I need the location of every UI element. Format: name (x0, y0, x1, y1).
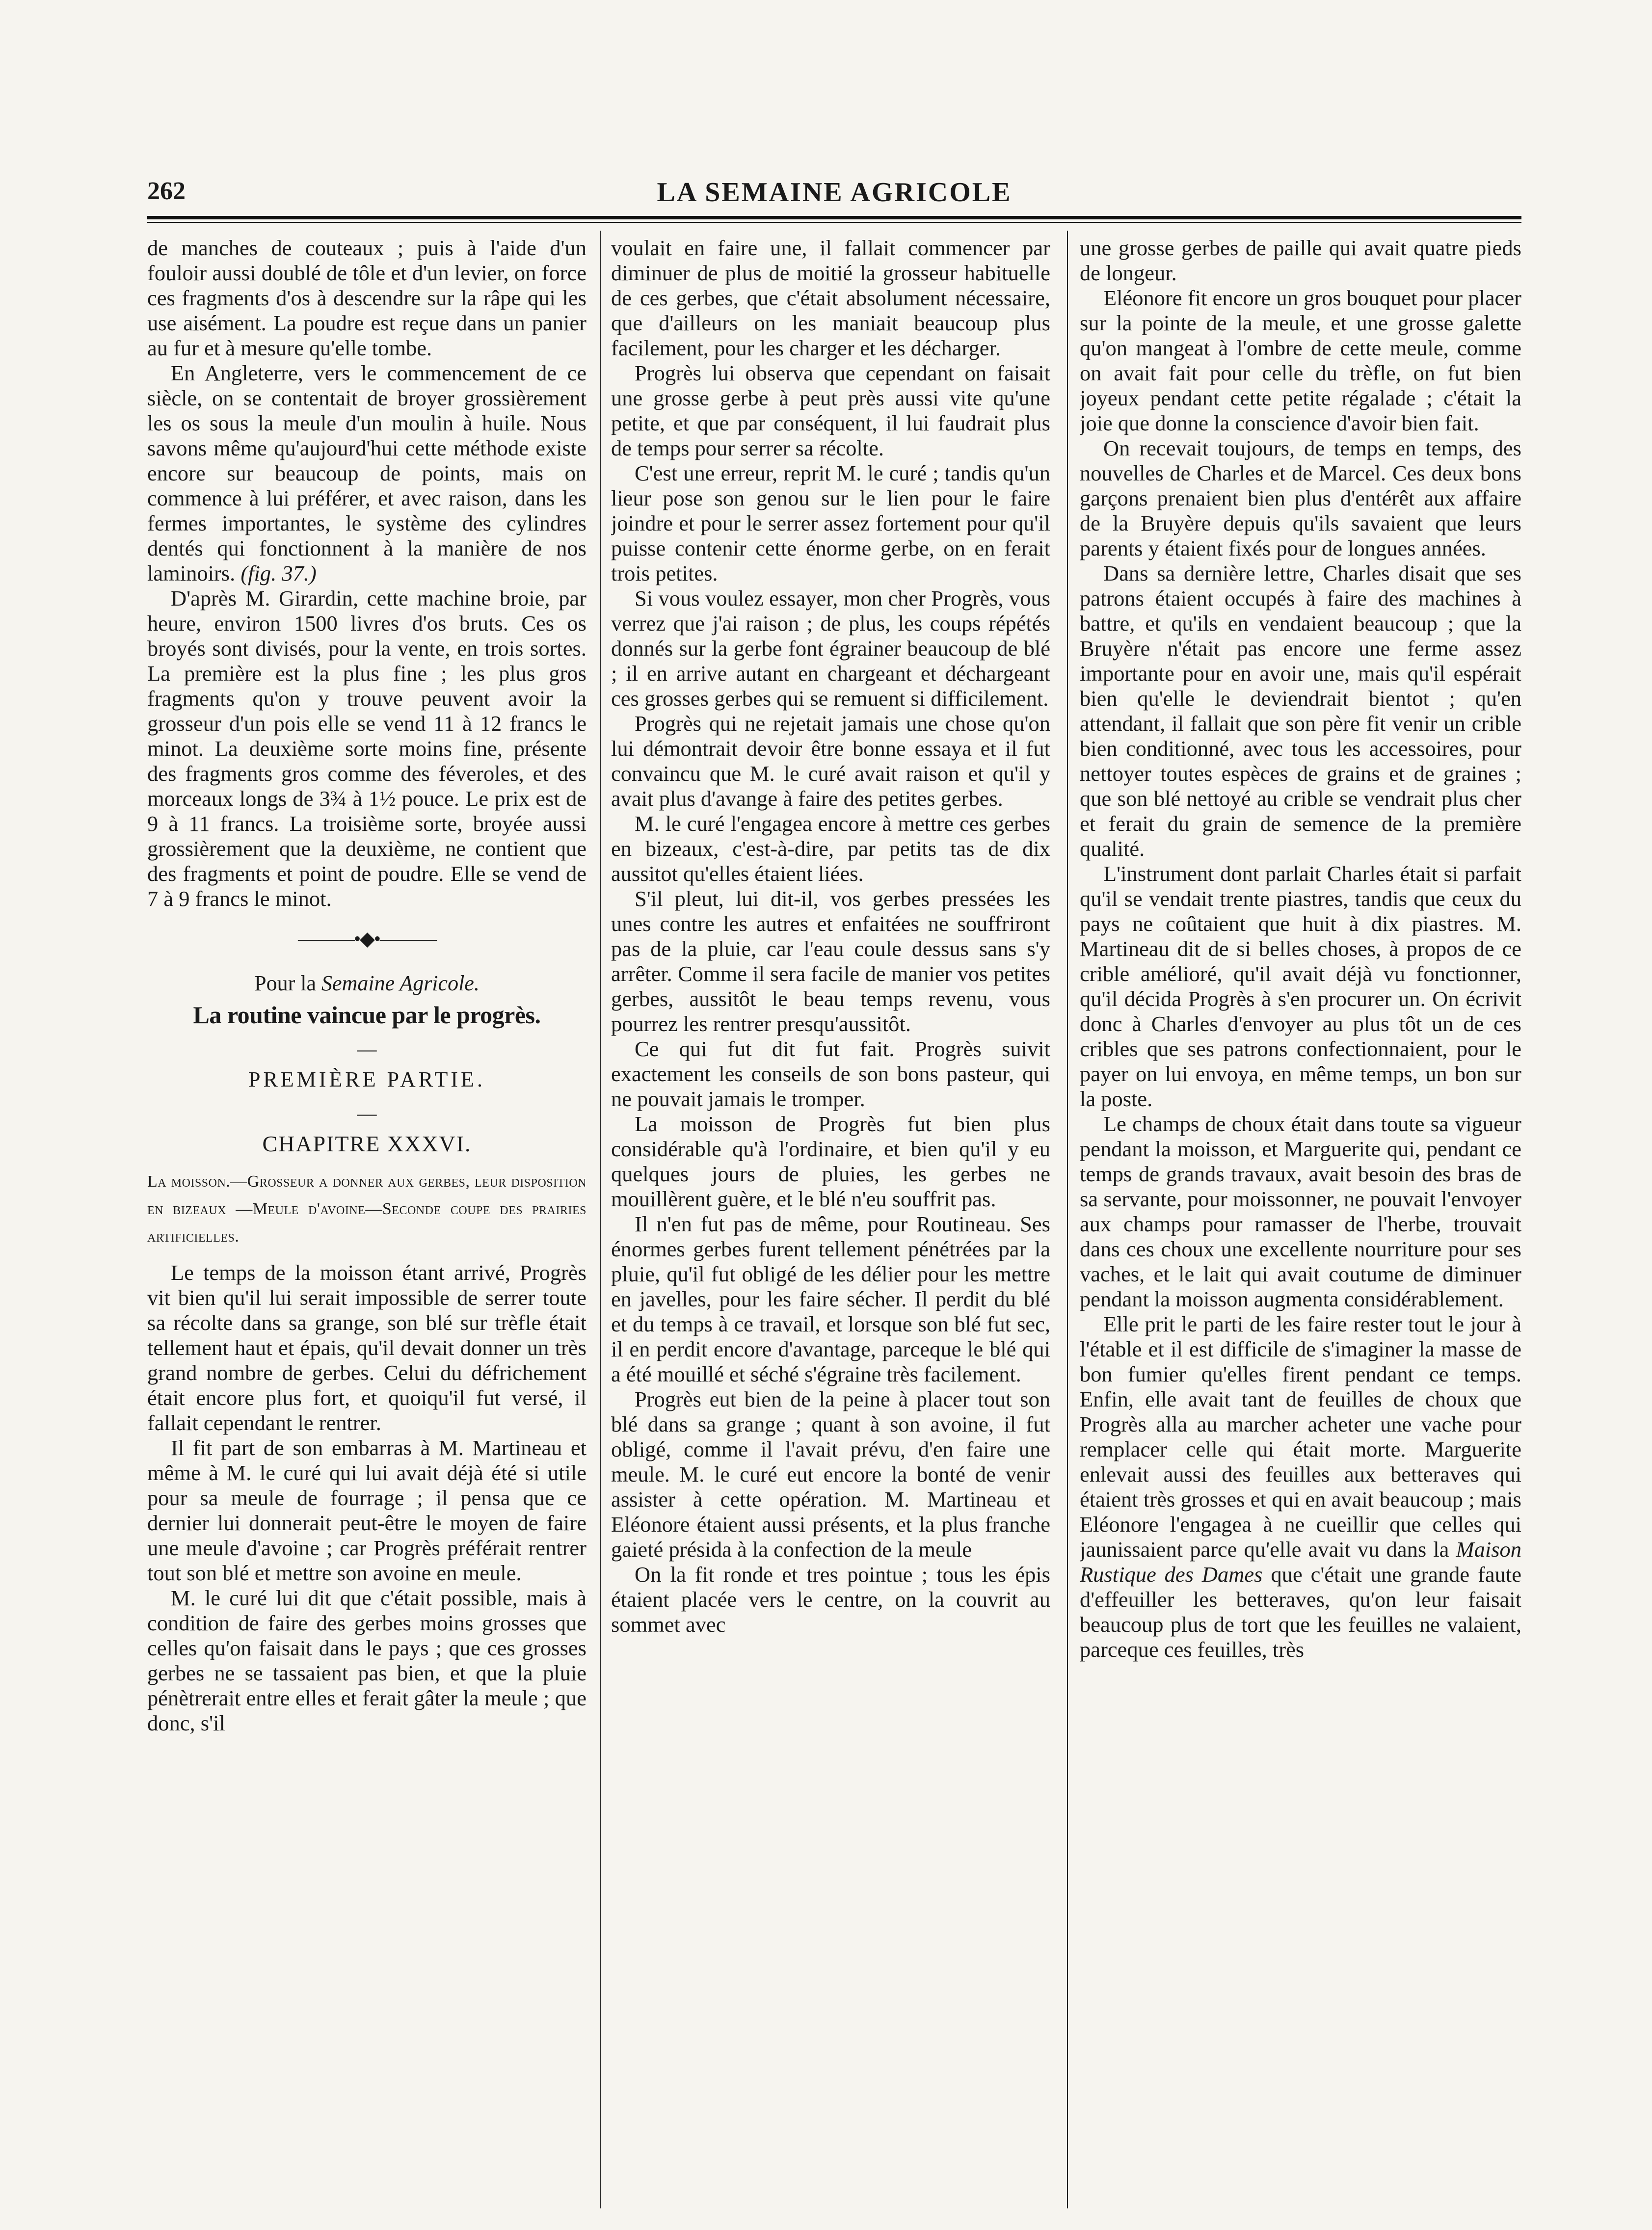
paragraph: S'il pleut, lui dit-il, vos gerbes pressées les unes contre les autres et enfaitées ne souffriront pas de la pluie, car l'eau coule dessus sans s'y arrêter. Comme il sera facile de manier vos petites gerbes, aussitôt le beau temps revenu, vous pourrez les rentrer presqu'aussitôt. (611, 886, 1050, 1036)
paragraph: M. le curé l'engagea encore à mettre ces gerbes en bizeaux, c'est-à-dire, par petits tas de dix aussitot qu'elles étaient liées. (611, 811, 1050, 886)
column-divider (1067, 231, 1068, 2208)
page-header (147, 177, 1521, 211)
figure-reference: (fig. 37.) (240, 561, 317, 585)
paragraph: Il fit part de son embarras à M. Martineau et même à M. le curé qui lui avait déjà été si utile pour sa meule de fourrage ; il pensa que ce dernier lui donnerait peut-être le moyen de faire une meule d'avoine ; car Progrès préférait rentrer tout son blé et mettre son avoine en meule. (147, 1435, 586, 1585)
paragraph: Eléonore fit encore un gros bouquet pour placer sur la pointe de la meule, et une grosse galette qu'on mangeat à l'ombre de cette meule, comme on avait fait pour celle du trèfle, on fut bien joyeux pendant cette petite régalade ; c'était la joie que donne la conscience d'avoir bien fait. (1080, 286, 1521, 435)
paragraph: M. le curé lui dit que c'était possible, mais à condition de faire des gerbes moins grosses que celles qu'on faisait dans le pays ; que ces grosses gerbes ne se tassaient pas bien, et que la pluie pénètrerait entre elles et ferait gâter la meule ; que donc, s'il (147, 1586, 586, 1735)
story-source-prefix: Pour la (254, 971, 322, 995)
paragraph: voulait en faire une, il fallait commencer par diminuer de plus de moitié la grosseur habituelle de ces gerbes, que c'était absolument nécessaire, que d'ailleurs on les maniait beaucoup plus facilement, pour les charger et les décharger. (611, 236, 1050, 360)
paragraph: Il n'en fut pas de même, pour Routineau. Ses énormes gerbes furent tellement pénétrées par la pluie, qu'il fut obligé de les délier pour les mettre en javelles, pour les faire sécher. Il perdit du blé et du temps à ce travail, et lorsque son blé fut sec, il en perdit encore d'avantage, parceque le blé qui a été mouillé et séché s'égraine très facilement. (611, 1212, 1050, 1386)
column-3 (1080, 236, 1521, 2199)
paragraph: L'instrument dont parlait Charles était si parfait qu'il se vendait trente piastres, tandis que ceux du pays ne coûtaient que huit à dix piastres. M. Martineau dit de si belles choses, à propos de ce crible amélioré, qu'il avait déjà vu fonctionner, qu'il décida Progrès à s'en procurer un. On écrivit donc à Charles d'envoyer au plus tôt un de ces cribles que ses patrons confectionnaient, pour le payer on lui envoya, en même temps, un bon sur la poste. (1080, 861, 1521, 1111)
paragraph: Le champs de choux était dans toute sa vigueur pendant la moisson, et Marguerite qui, pendant ce temps de grands travaux, avait besoin des bras de sa servante, pour moissonner, ne pouvait l'envoyer aux champs pour ramasser de l'herbe, trouvait dans ces choux une excellente nourriture pour ses vaches, et le lait qui avait coutume de diminuer pendant la moisson augmenta considérablement. (1080, 1112, 1521, 1311)
paragraph: de manches de couteaux ; puis à l'aide d'un fouloir aussi doublé de tôle et d'un levier, on force ces fragments d'os à descendre sur la râpe qui les use aisément. La poudre est reçue dans un panier au fur et à mesure qu'elle tombe. (147, 236, 586, 360)
paragraph: C'est une erreur, reprit M. le curé ; tandis qu'un lieur pose son genou sur le lien pour le faire joindre et pour le serrer assez fortement pour qu'il puisse contenir cette énorme gerbe, on en ferait trois petites. (611, 461, 1050, 585)
paragraph: La moisson de Progrès fut bien plus considérable qu'à l'ordinaire, et bien qu'il y eu quelques jours de pluies, les gerbes ne mouillèrent guère, et le blé n'eu souffrit pas. (611, 1112, 1050, 1211)
paragraph (1080, 1312, 1521, 1662)
column-2 (611, 236, 1050, 2199)
paragraph: On recevait toujours, de temps en temps, des nouvelles de Charles et de Marcel. Ces deux bons garçons prenaient bien plus d'entérêt aux affaire de la Bruyère depuis qu'ils savaient que leurs parents y étaient fixés pour de longues années. (1080, 436, 1521, 560)
header-rule (147, 216, 1521, 223)
chapter-heading: CHAPITRE XXXVI. (262, 1131, 472, 1156)
story-title: La routine vaincue par le progrès. (193, 1001, 541, 1029)
paragraph: D'après M. Girardin, cette machine broie, par heure, environ 1500 livres d'os bruts. Ces os broyés sont divisés, pour la vente, en trois sortes. La première est la plus fine ; les plus gros fragments qu'on y trouve peuvent avoir la grosseur d'un pois elle se vend 11 à 12 francs le minot. La deuxième sorte moins fine, présente des fragments gros comme des féveroles, et des morceaux longs de 3¾ à 1½ pouce. Le prix est de 9 à 11 francs. La troisième sorte, broyée aussi grossièrement que la deuxième, ne contient que des fragments et point de poudre. Elle se vend de 7 à 9 francs le minot. (147, 586, 586, 911)
paragraph: Ce qui fut dit fut fait. Progrès suivit exactement les conseils de son bons pasteur, qui ne pouvait jamais le tromper. (611, 1036, 1050, 1111)
column-divider (600, 231, 601, 2208)
paragraph: Dans sa dernière lettre, Charles disait que ses patrons étaient occupés à faire des machines à battre, et qu'ils en vendaient beaucoup ; que la Bruyère n'était pas encore une ferme assez importante pour en avoir une, mais qu'il espérait bien qu'elle le deviendrait bientot ; qu'en attendant, il fallait que son père fit venir un crible bien conditionné, avec tous les accessoires, pour nettoyer toutes espèces de grains et de graines ; que son blé nettoyé au crible se vendrait plus cher et ferait du grain de semence de la première qualité. (1080, 561, 1521, 861)
paragraph-text: En Angleterre, vers le commencement de ce siècle, on se contentait de broyer grossièrement les os sous la meule d'un moulin à huile. Nous savons même qu'aujourd'hui cette méthode existe encore sur beaucoup de points, mais on commence à lui préférer, et avec raison, dans les fermes importantes, le système des cylindres dentés qui fonctionnent à la manière de nos laminoirs. (147, 361, 586, 585)
story-source-journal: Semaine Agricole. (321, 971, 480, 995)
paragraph (147, 361, 586, 586)
paragraph: On la fit ronde et tres pointue ; tous les épis étaient placée vers le centre, on la couvrit au sommet avec (611, 1562, 1050, 1637)
chapter-summary: La moisson.—Grosseur a donner aux gerbes, leur disposition en bizeaux —Meule d'avoine—Seconde coupe des prairies artificielles. (147, 1172, 586, 1246)
paragraph: Progrès eut bien de la peine à placer tout son blé dans sa grange ; quant à son avoine, il fut obligé, comme il l'avait prévu, d'en faire une meule. M. le curé eut encore la bonté de venir assister à cette opération. M. Martineau et Eléonore étaient aussi présents, et la plus franche gaieté présida à la confection de la meule (611, 1387, 1050, 1562)
separator-dash: — (357, 1102, 377, 1124)
column-1 (147, 236, 586, 2199)
paragraph: Progrès qui ne rejetait jamais une chose qu'on lui démontrait devoir être bonne essaya et il fut convaincu que M. le curé avait raison et qu'il y avait plus d'avange à faire des petites gerbes. (611, 711, 1050, 811)
story-source (147, 971, 586, 996)
separator-dash: — (357, 1038, 377, 1060)
paragraph: une grosse gerbes de paille qui avait quatre pieds de longeur. (1080, 236, 1521, 285)
journal-title: LA SEMAINE AGRICOLE (657, 177, 1012, 208)
section-ornament: ———•◆•——— (298, 928, 436, 950)
part-heading: PREMIÈRE PARTIE. (248, 1067, 485, 1091)
paragraph: Progrès lui observa que cependant on faisait une grosse gerbe à peut près aussi vite qu'une petite, et que par conséquent, il lui faudrait plus de temps pour serrer sa récolte. (611, 361, 1050, 460)
paragraph-text: Elle prit le parti de les faire rester tout le jour à l'étable et il est difficile de s'imaginer la masse de bon fumier qu'elles firent pendant ce temps. Enfin, elle avait tant de feuilles de choux que Progrès alla au marcher acheter une vache pour remplacer celle qui était morte. Marguerite enlevait aussi des feuilles aux betteraves qui étaient très grosses et qui en avait beaucoup ; mais Eléonore l'engagea à ne cueillir que celles qui jaunissaient parce qu'elle avait vu dans la (1080, 1312, 1521, 1562)
paragraph: Le temps de la moisson étant arrivé, Progrès vit bien qu'il lui serait impossible de serrer toute sa récolte dans sa grange, son blé sur trèfle était tellement haut et épais, qu'il devait donner un très grand nombre de gerbes. Celui du défrichement était encore plus fort, et quoiqu'il fut versé, il fallait cependant le rentrer. (147, 1260, 586, 1435)
paragraph: Si vous voulez essayer, mon cher Progrès, vous verrez que j'ai raison ; de plus, les coups répétés donnés sur la gerbe font égrainer beaucoup de blé ; il en arrive autant en chargeant et déchargeant ces grosses gerbes qui se remuent si difficilement. (611, 586, 1050, 711)
page-number: 262 (147, 177, 186, 205)
book-title: Maison Rustique des Dames (1080, 1537, 1521, 1587)
paragraph-text: que c'était une grande faute d'effeuiller les betteraves, qu'on leur faisait beaucoup plus de tort que les feuilles ne valaient, parceque ces feuilles, très (1080, 1562, 1521, 1662)
